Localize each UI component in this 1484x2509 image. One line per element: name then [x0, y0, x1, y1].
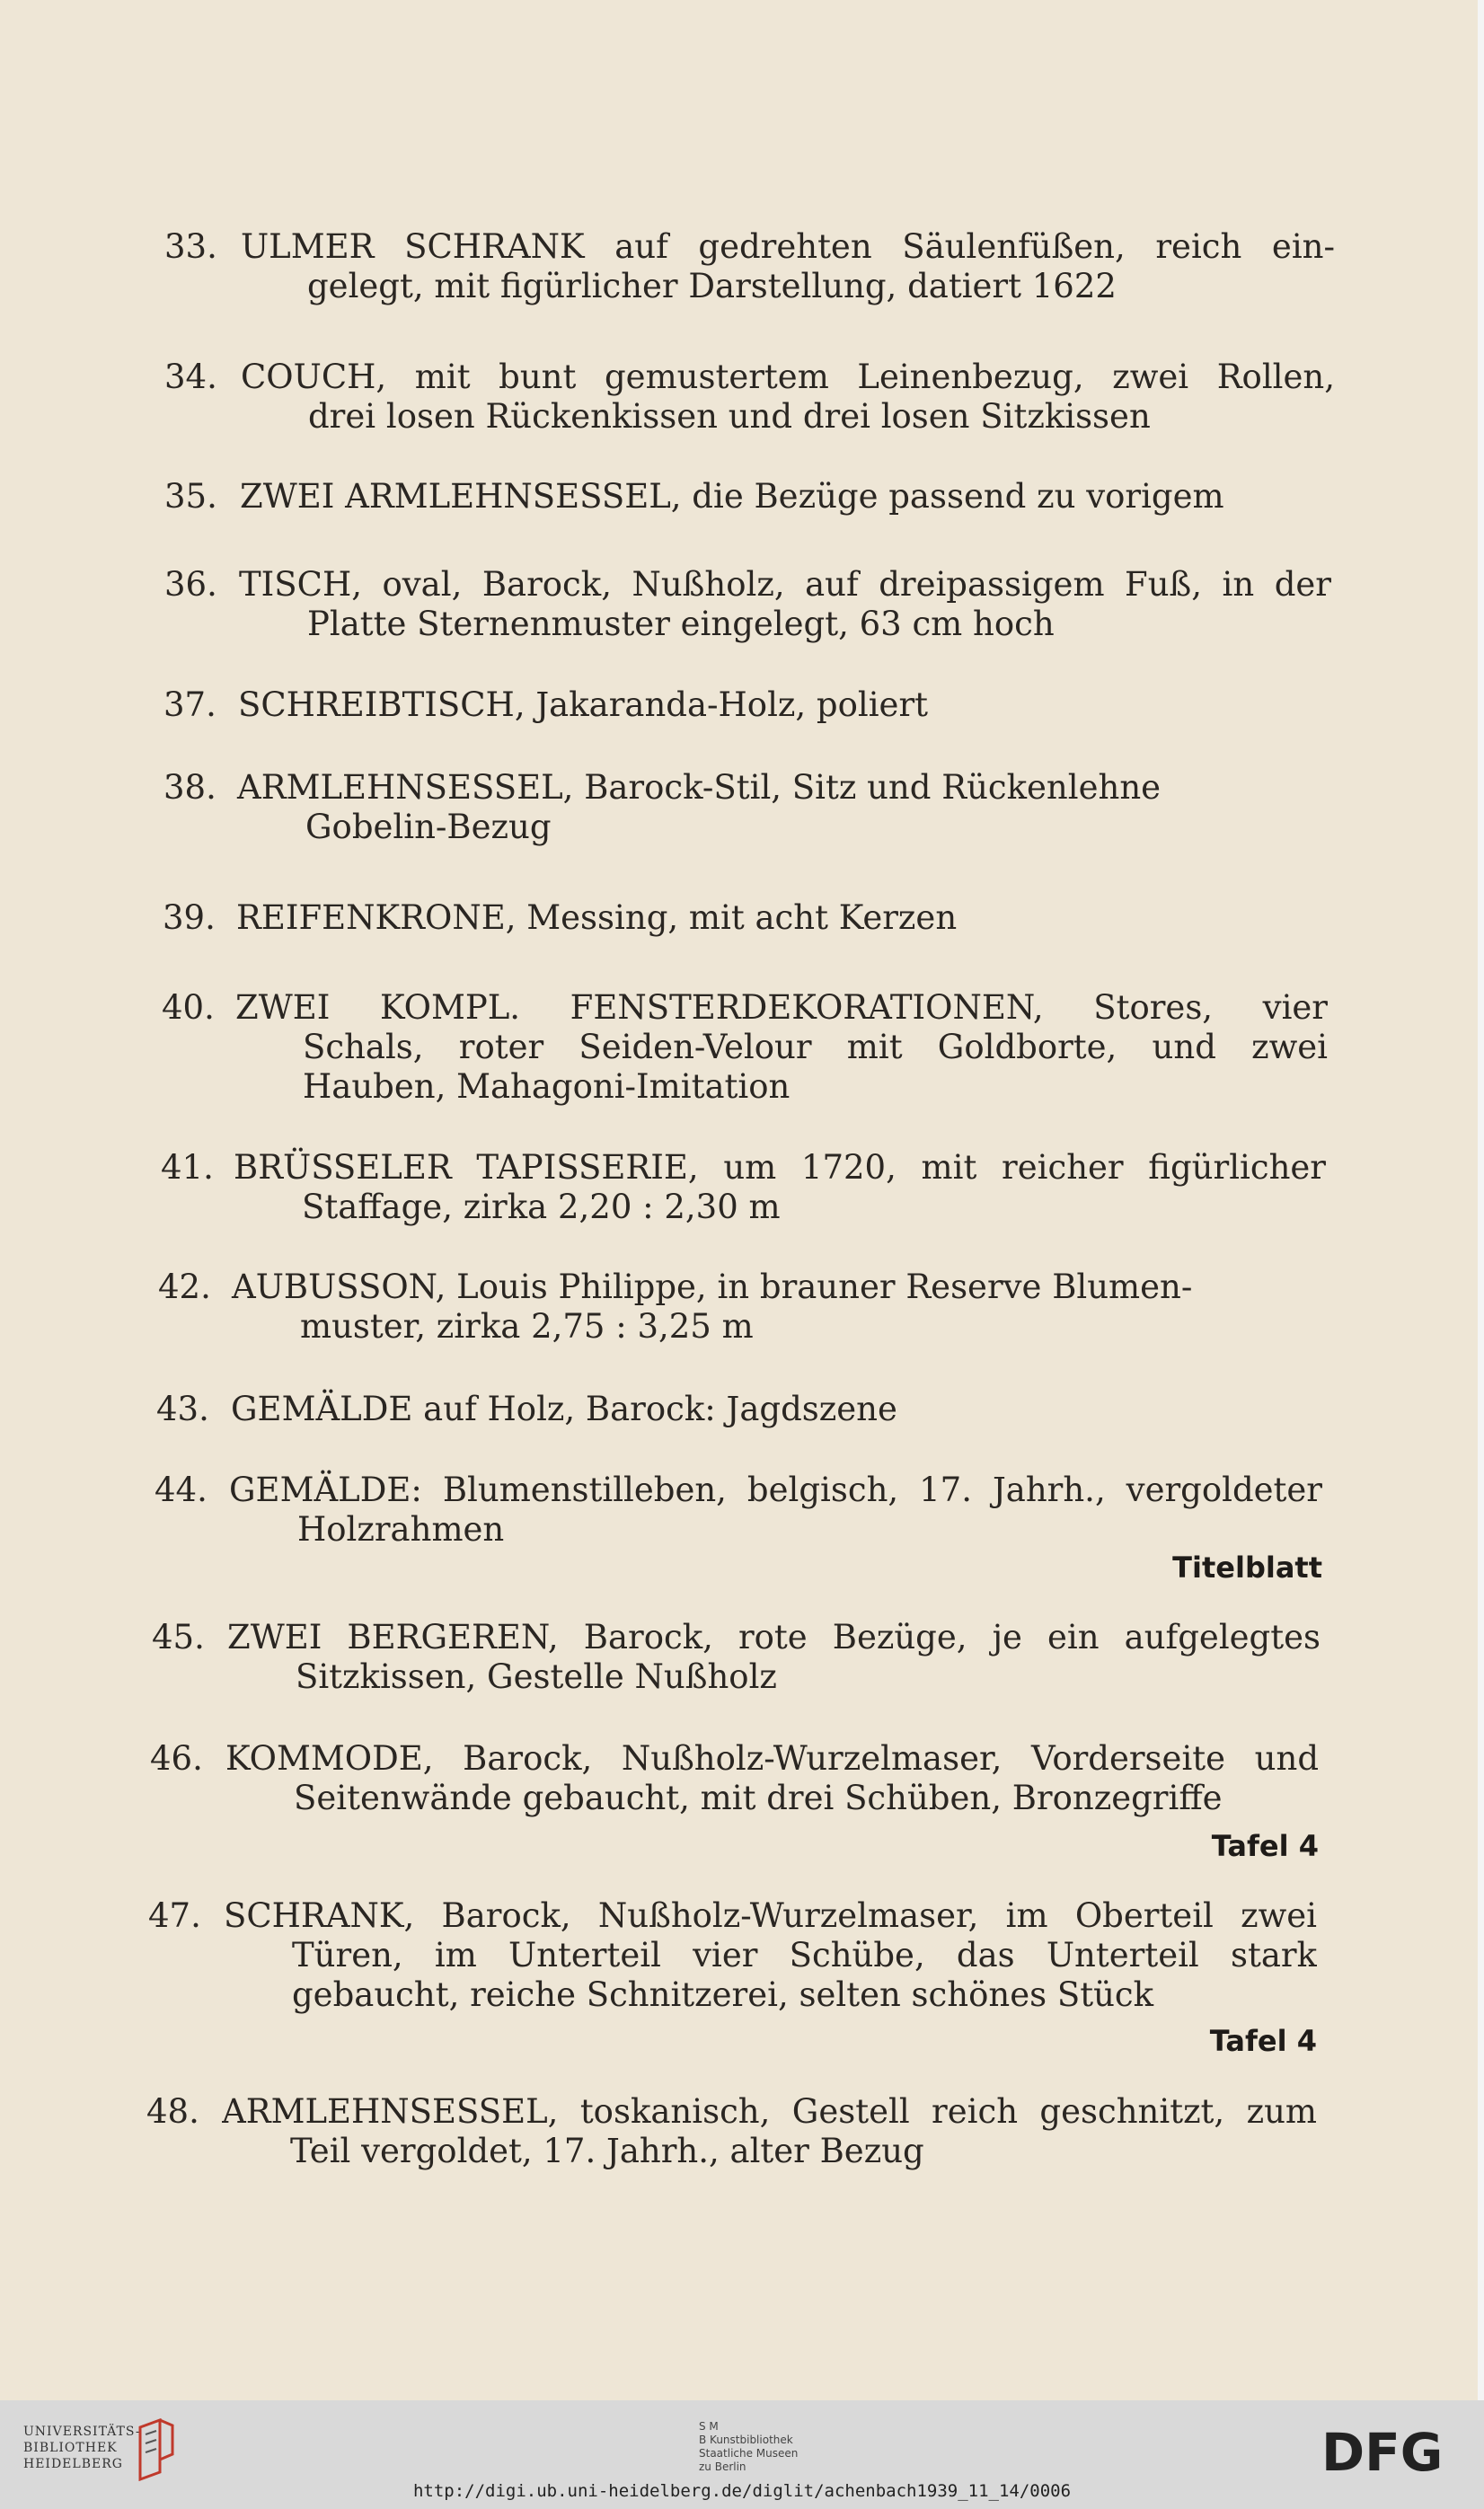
entry-number: 33. [164, 227, 217, 266]
entry-title-line: ARMLEHNSESSEL, Barock-Stil, Sitz und Rückenlehne [237, 768, 1162, 807]
entry-number: 39. [163, 898, 216, 937]
entry-title-line: GEMÄLDE: Blumenstilleben, belgisch, 17. Jahrh., vergoldeter [229, 1471, 1322, 1509]
entry-number: 47. [148, 1896, 201, 1935]
entry-number: 46. [150, 1739, 203, 1778]
entry-continuation-line: Platte Sternenmuster eingelegt, 63 cm hoch [307, 605, 1055, 643]
entry-title-line: ARMLEHNSESSEL, toskanisch, Gestell reich geschnitzt, zum [222, 2092, 1317, 2131]
entry-title-line: ZWEI BERGEREN, Barock, rote Bezüge, je ein aufgelegtes [227, 1618, 1321, 1656]
entry-number: 41. [161, 1148, 214, 1187]
svg-text:DFG: DFG [1321, 2427, 1444, 2478]
entry-continuation-line: drei losen Rückenkissen und drei losen Sitzkissen [308, 397, 1151, 436]
entry-number: 34. [164, 358, 217, 396]
entry-number: 45. [152, 1618, 205, 1656]
entry-continuation-line: Schals, roter Seiden-Velour mit Goldborte, und zwei [303, 1028, 1328, 1066]
entry-title-line: GEMÄLDE auf Holz, Barock: Jagdszene [231, 1390, 897, 1428]
page-url[interactable]: http://digi.ub.uni-heidelberg.de/diglit/achenbach1939_11_14/0006 [412, 2481, 1072, 2501]
entry-number: 40. [162, 988, 215, 1027]
library-logo-icon [133, 2418, 178, 2481]
entry-number: 43. [156, 1390, 209, 1428]
entry-title-line: ZWEI KOMPL. FENSTERDEKORATIONEN, Stores, vier [235, 988, 1328, 1027]
entry-number: 48. [146, 2092, 199, 2131]
entry-continuation-line: Seitenwände gebaucht, mit drei Schüben, Bronzegriffe [294, 1779, 1223, 1817]
entry-continuation-line: Sitzkissen, Gestelle Nußholz [296, 1657, 777, 1696]
entry-continuation-line: gebaucht, reiche Schnitzerei, selten schönes Stück [292, 1975, 1154, 2014]
entry-title-line: ULMER SCHRANK auf gedrehten Säulenfüßen, reich ein- [241, 227, 1335, 266]
entry-title-line: SCHREIBTISCH, Jakaranda-Holz, poliert [238, 685, 929, 724]
entry-title-line: TISCH, oval, Barock, Nußholz, auf dreipassigem Fuß, in der [239, 565, 1331, 604]
entry-continuation-line: Holzrahmen [297, 1510, 505, 1549]
entry-number: 35. [164, 477, 217, 516]
entry-title-line: COUCH, mit bunt gemustertem Leinenbezug, zwei Rollen, [241, 358, 1335, 396]
entry-continuation-line: Hauben, Mahagoni-Imitation [303, 1067, 791, 1106]
entry-continuation-line: Gobelin-Bezug [305, 808, 552, 846]
entry-continuation-line: muster, zirka 2,75 : 3,25 m [300, 1307, 754, 1346]
entry-title-line: SCHRANK, Barock, Nußholz-Wurzelmaser, im Oberteil zwei [224, 1896, 1317, 1935]
entry-continuation-line: Türen, im Unterteil vier Schübe, das Unterteil stark [292, 1936, 1317, 1975]
library-name: UNIVERSITÄTS- BIBLIOTHEK HEIDELBERG [23, 2425, 141, 2471]
dfg-logo [1321, 2427, 1465, 2478]
entry-number: 42. [158, 1268, 211, 1306]
entry-title-line: KOMMODE, Barock, Nußholz-Wurzelmaser, Vorderseite und [225, 1739, 1319, 1778]
entry-title-line: AUBUSSON, Louis Philippe, in brauner Reserve Blumen- [232, 1268, 1193, 1306]
plate-reference: Titelblatt [1172, 1550, 1322, 1585]
page-edge [1478, 0, 1484, 2400]
entry-continuation-line: Teil vergoldet, 17. Jahrh., alter Bezug [290, 2132, 924, 2170]
plate-reference: Tafel 4 [1209, 2024, 1317, 2058]
entry-title-line: BRÜSSELER TAPISSERIE, um 1720, mit reicher figürlicher [234, 1148, 1326, 1187]
museum-stamp: S M B Kunstbibliothek Staatliche Museen zu Berlin [699, 2420, 799, 2473]
entry-number: 44. [155, 1471, 208, 1509]
entry-title-line: ZWEI ARMLEHNSESSEL, die Bezüge passend zu vorigem [240, 477, 1224, 516]
entry-number: 37. [163, 685, 216, 724]
entry-number: 36. [164, 565, 217, 604]
plate-reference: Tafel 4 [1211, 1829, 1319, 1863]
entry-title-line: REIFENKRONE, Messing, mit acht Kerzen [236, 898, 958, 937]
entry-continuation-line: Staffage, zirka 2,20 : 2,30 m [302, 1188, 781, 1226]
entry-continuation-line: gelegt, mit figürlicher Darstellung, datiert 1622 [307, 267, 1117, 305]
entry-number: 38. [163, 768, 216, 807]
